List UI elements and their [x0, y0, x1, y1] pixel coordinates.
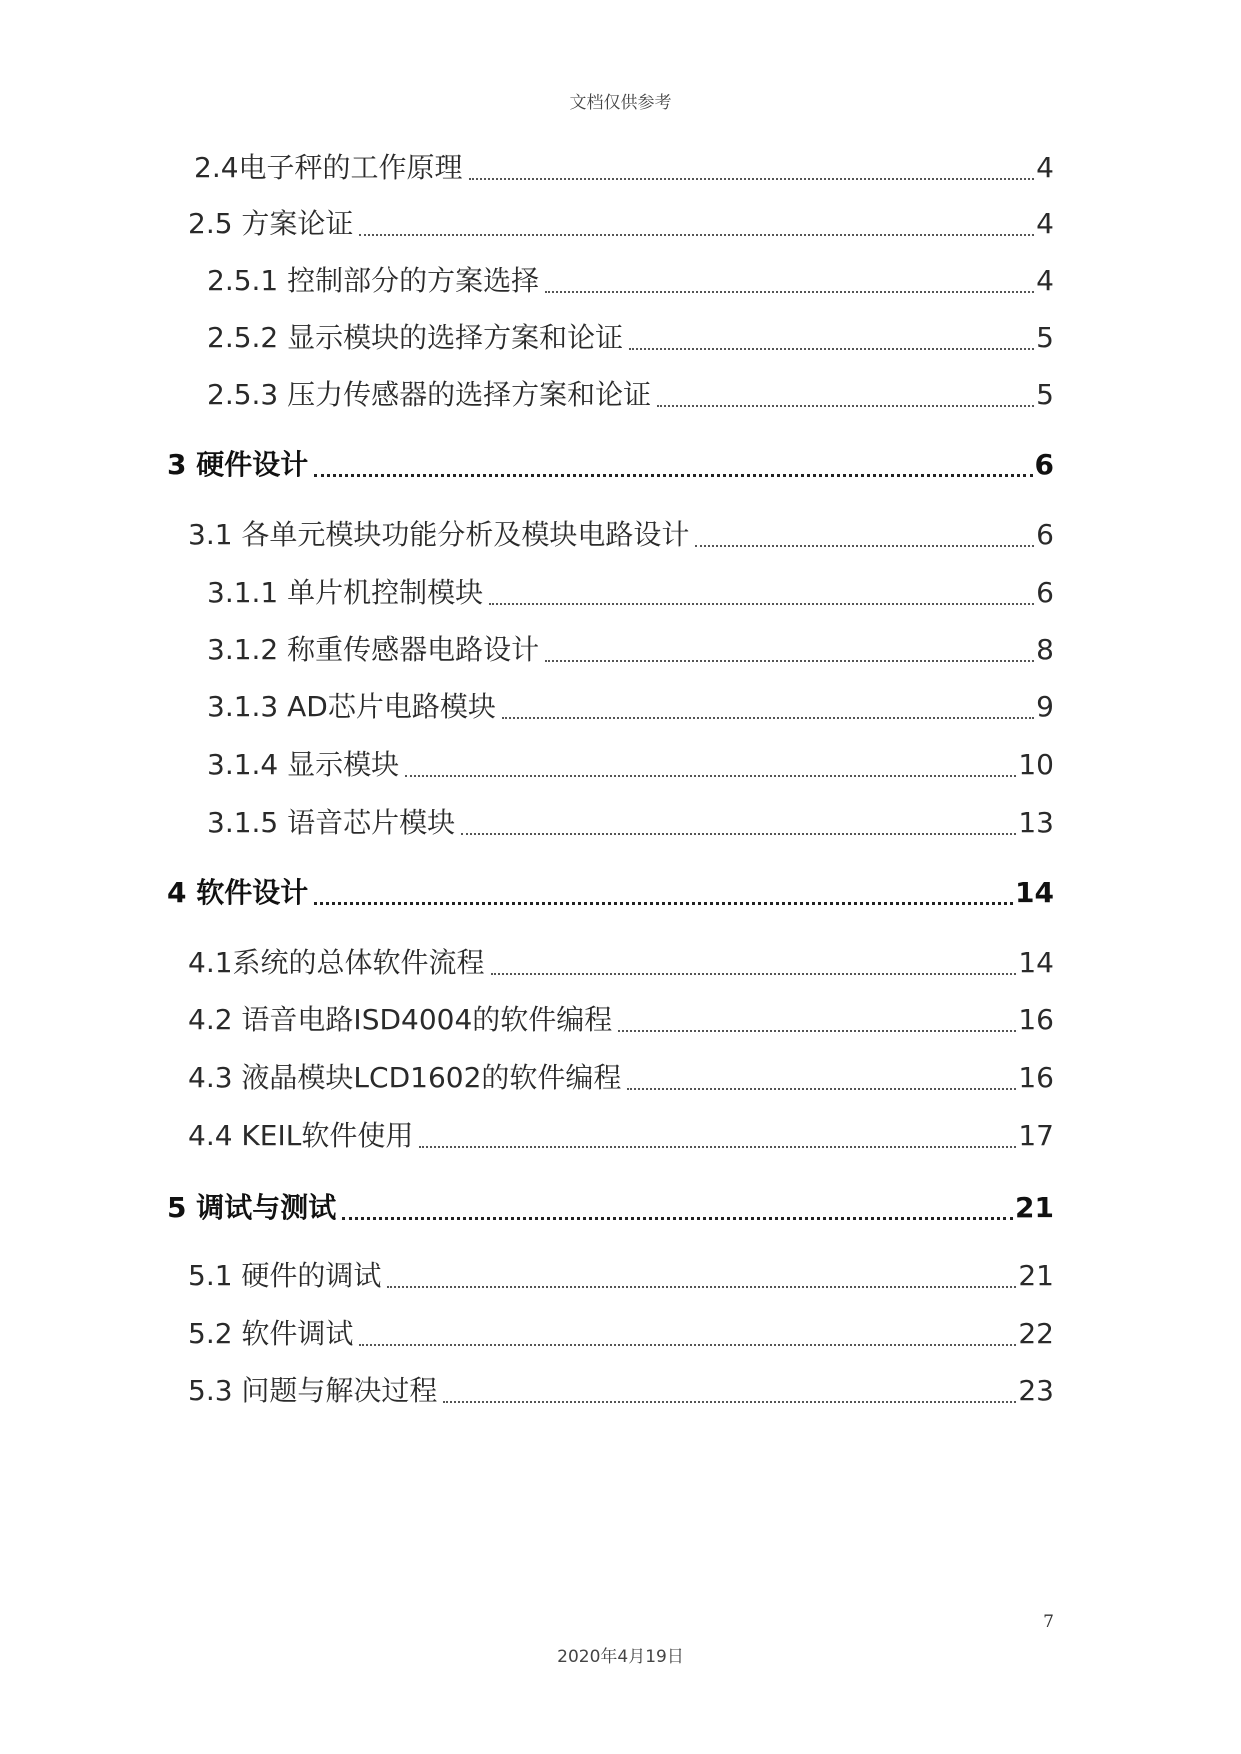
toc-dot-leader [342, 1217, 1013, 1220]
toc-entry-label: 3.1 各单元模块功能分析及模块电路设计 [188, 518, 690, 551]
toc-entry[interactable] [188, 1060, 1054, 1096]
toc-entry-page: 13 [1018, 806, 1054, 839]
toc-entry-label: 4 软件设计 [167, 876, 309, 909]
toc-entry[interactable] [188, 206, 1054, 242]
toc-entry[interactable] [207, 805, 1054, 841]
toc-entry[interactable] [167, 875, 1054, 911]
page-header: 文档仅供参考 [569, 93, 672, 113]
toc-entry[interactable] [188, 1258, 1054, 1294]
toc-entry-label: 3.1.5 语音芯片模块 [207, 806, 456, 839]
toc-entry[interactable] [188, 945, 1054, 981]
toc-entry-label: 5.2 软件调试 [188, 1317, 354, 1350]
toc-entry-label: 2.5.2 显示模块的选择方案和论证 [207, 321, 624, 354]
toc-entry[interactable] [207, 747, 1054, 783]
toc-entry-page: 8 [1036, 633, 1054, 666]
toc-entry-page: 21 [1015, 1191, 1054, 1224]
toc-entry-label: 2.5 方案论证 [188, 207, 354, 240]
toc-dot-leader [545, 291, 1034, 293]
toc-dot-leader [657, 405, 1034, 407]
toc-entry-page: 6 [1034, 448, 1054, 481]
toc-entry-label: 4.4 KEIL软件使用 [188, 1119, 414, 1152]
page-footer-date: 2020年4月19日 [557, 1647, 684, 1667]
toc-entry[interactable] [207, 263, 1054, 299]
toc-dot-leader [502, 717, 1034, 719]
toc-entry[interactable] [188, 1316, 1054, 1352]
toc-dot-leader [695, 545, 1034, 547]
toc-entry-label: 4.1系统的总体软件流程 [188, 946, 485, 979]
toc-entry-label: 5 调试与测试 [167, 1191, 337, 1224]
toc-entry[interactable] [207, 689, 1054, 725]
toc-entry-label: 4.2 语音电路ISD4004的软件编程 [188, 1003, 613, 1036]
toc-entry-page: 16 [1018, 1003, 1054, 1036]
toc-dot-leader [618, 1030, 1016, 1032]
toc-entry-label: 3.1.2 称重传感器电路设计 [207, 633, 540, 666]
toc-entry[interactable] [188, 1002, 1054, 1038]
toc-dot-leader [314, 902, 1013, 905]
toc-entry[interactable] [207, 377, 1054, 413]
toc-entry-page: 5 [1036, 321, 1054, 354]
toc-dot-leader [443, 1401, 1016, 1403]
toc-entry[interactable] [194, 150, 1054, 186]
toc-entry-label: 3.1.3 AD芯片电路模块 [207, 690, 496, 723]
toc-entry-label: 5.1 硬件的调试 [188, 1259, 382, 1292]
toc-entry[interactable] [188, 517, 1054, 553]
toc-entry[interactable] [167, 447, 1054, 483]
toc-entry-label: 4.3 液晶模块LCD1602的软件编程 [188, 1061, 622, 1094]
toc-entry-page: 9 [1036, 690, 1054, 723]
toc-entry-label: 2.5.1 控制部分的方案选择 [207, 264, 540, 297]
toc-entry-page: 23 [1018, 1374, 1054, 1407]
toc-dot-leader [419, 1146, 1016, 1148]
toc-dot-leader [359, 234, 1034, 236]
toc-entry-label: 2.4电子秤的工作原理 [194, 151, 463, 184]
page-number: 7 [1043, 1612, 1054, 1632]
toc-entry-page: 4 [1036, 207, 1054, 240]
toc-entry[interactable] [188, 1373, 1054, 1409]
toc-dot-leader [545, 660, 1034, 662]
toc-entry-label: 5.3 问题与解决过程 [188, 1374, 438, 1407]
toc-entry-page: 6 [1036, 518, 1054, 551]
toc-dot-leader [627, 1088, 1016, 1090]
toc-dot-leader [489, 603, 1034, 605]
toc-dot-leader [387, 1286, 1016, 1288]
toc-entry[interactable] [167, 1190, 1054, 1226]
toc-entry-page: 4 [1036, 264, 1054, 297]
toc-entry[interactable] [207, 575, 1054, 611]
toc-entry-label: 3.1.1 单片机控制模块 [207, 576, 484, 609]
toc-dot-leader [491, 973, 1017, 975]
toc-entry[interactable] [207, 320, 1054, 356]
toc-dot-leader [359, 1344, 1016, 1346]
toc-entry-page: 10 [1018, 748, 1054, 781]
toc-dot-leader [469, 178, 1035, 180]
toc-entry[interactable] [207, 632, 1054, 668]
toc-entry-page: 14 [1018, 946, 1054, 979]
toc-entry-page: 6 [1036, 576, 1054, 609]
toc-entry-page: 14 [1015, 876, 1054, 909]
toc-entry-page: 16 [1018, 1061, 1054, 1094]
toc-dot-leader [461, 833, 1016, 835]
toc-entry-label: 2.5.3 压力传感器的选择方案和论证 [207, 378, 652, 411]
toc-entry-page: 17 [1018, 1119, 1054, 1152]
toc-entry[interactable] [188, 1118, 1054, 1154]
toc-dot-leader [314, 474, 1032, 477]
toc-entry-page: 5 [1036, 378, 1054, 411]
toc-dot-leader [629, 348, 1034, 350]
toc-entry-page: 4 [1036, 151, 1054, 184]
toc-entry-label: 3.1.4 显示模块 [207, 748, 400, 781]
toc-entry-page: 22 [1018, 1317, 1054, 1350]
toc-dot-leader [405, 775, 1016, 777]
toc-entry-label: 3 硬件设计 [167, 448, 309, 481]
toc-entry-page: 21 [1018, 1259, 1054, 1292]
